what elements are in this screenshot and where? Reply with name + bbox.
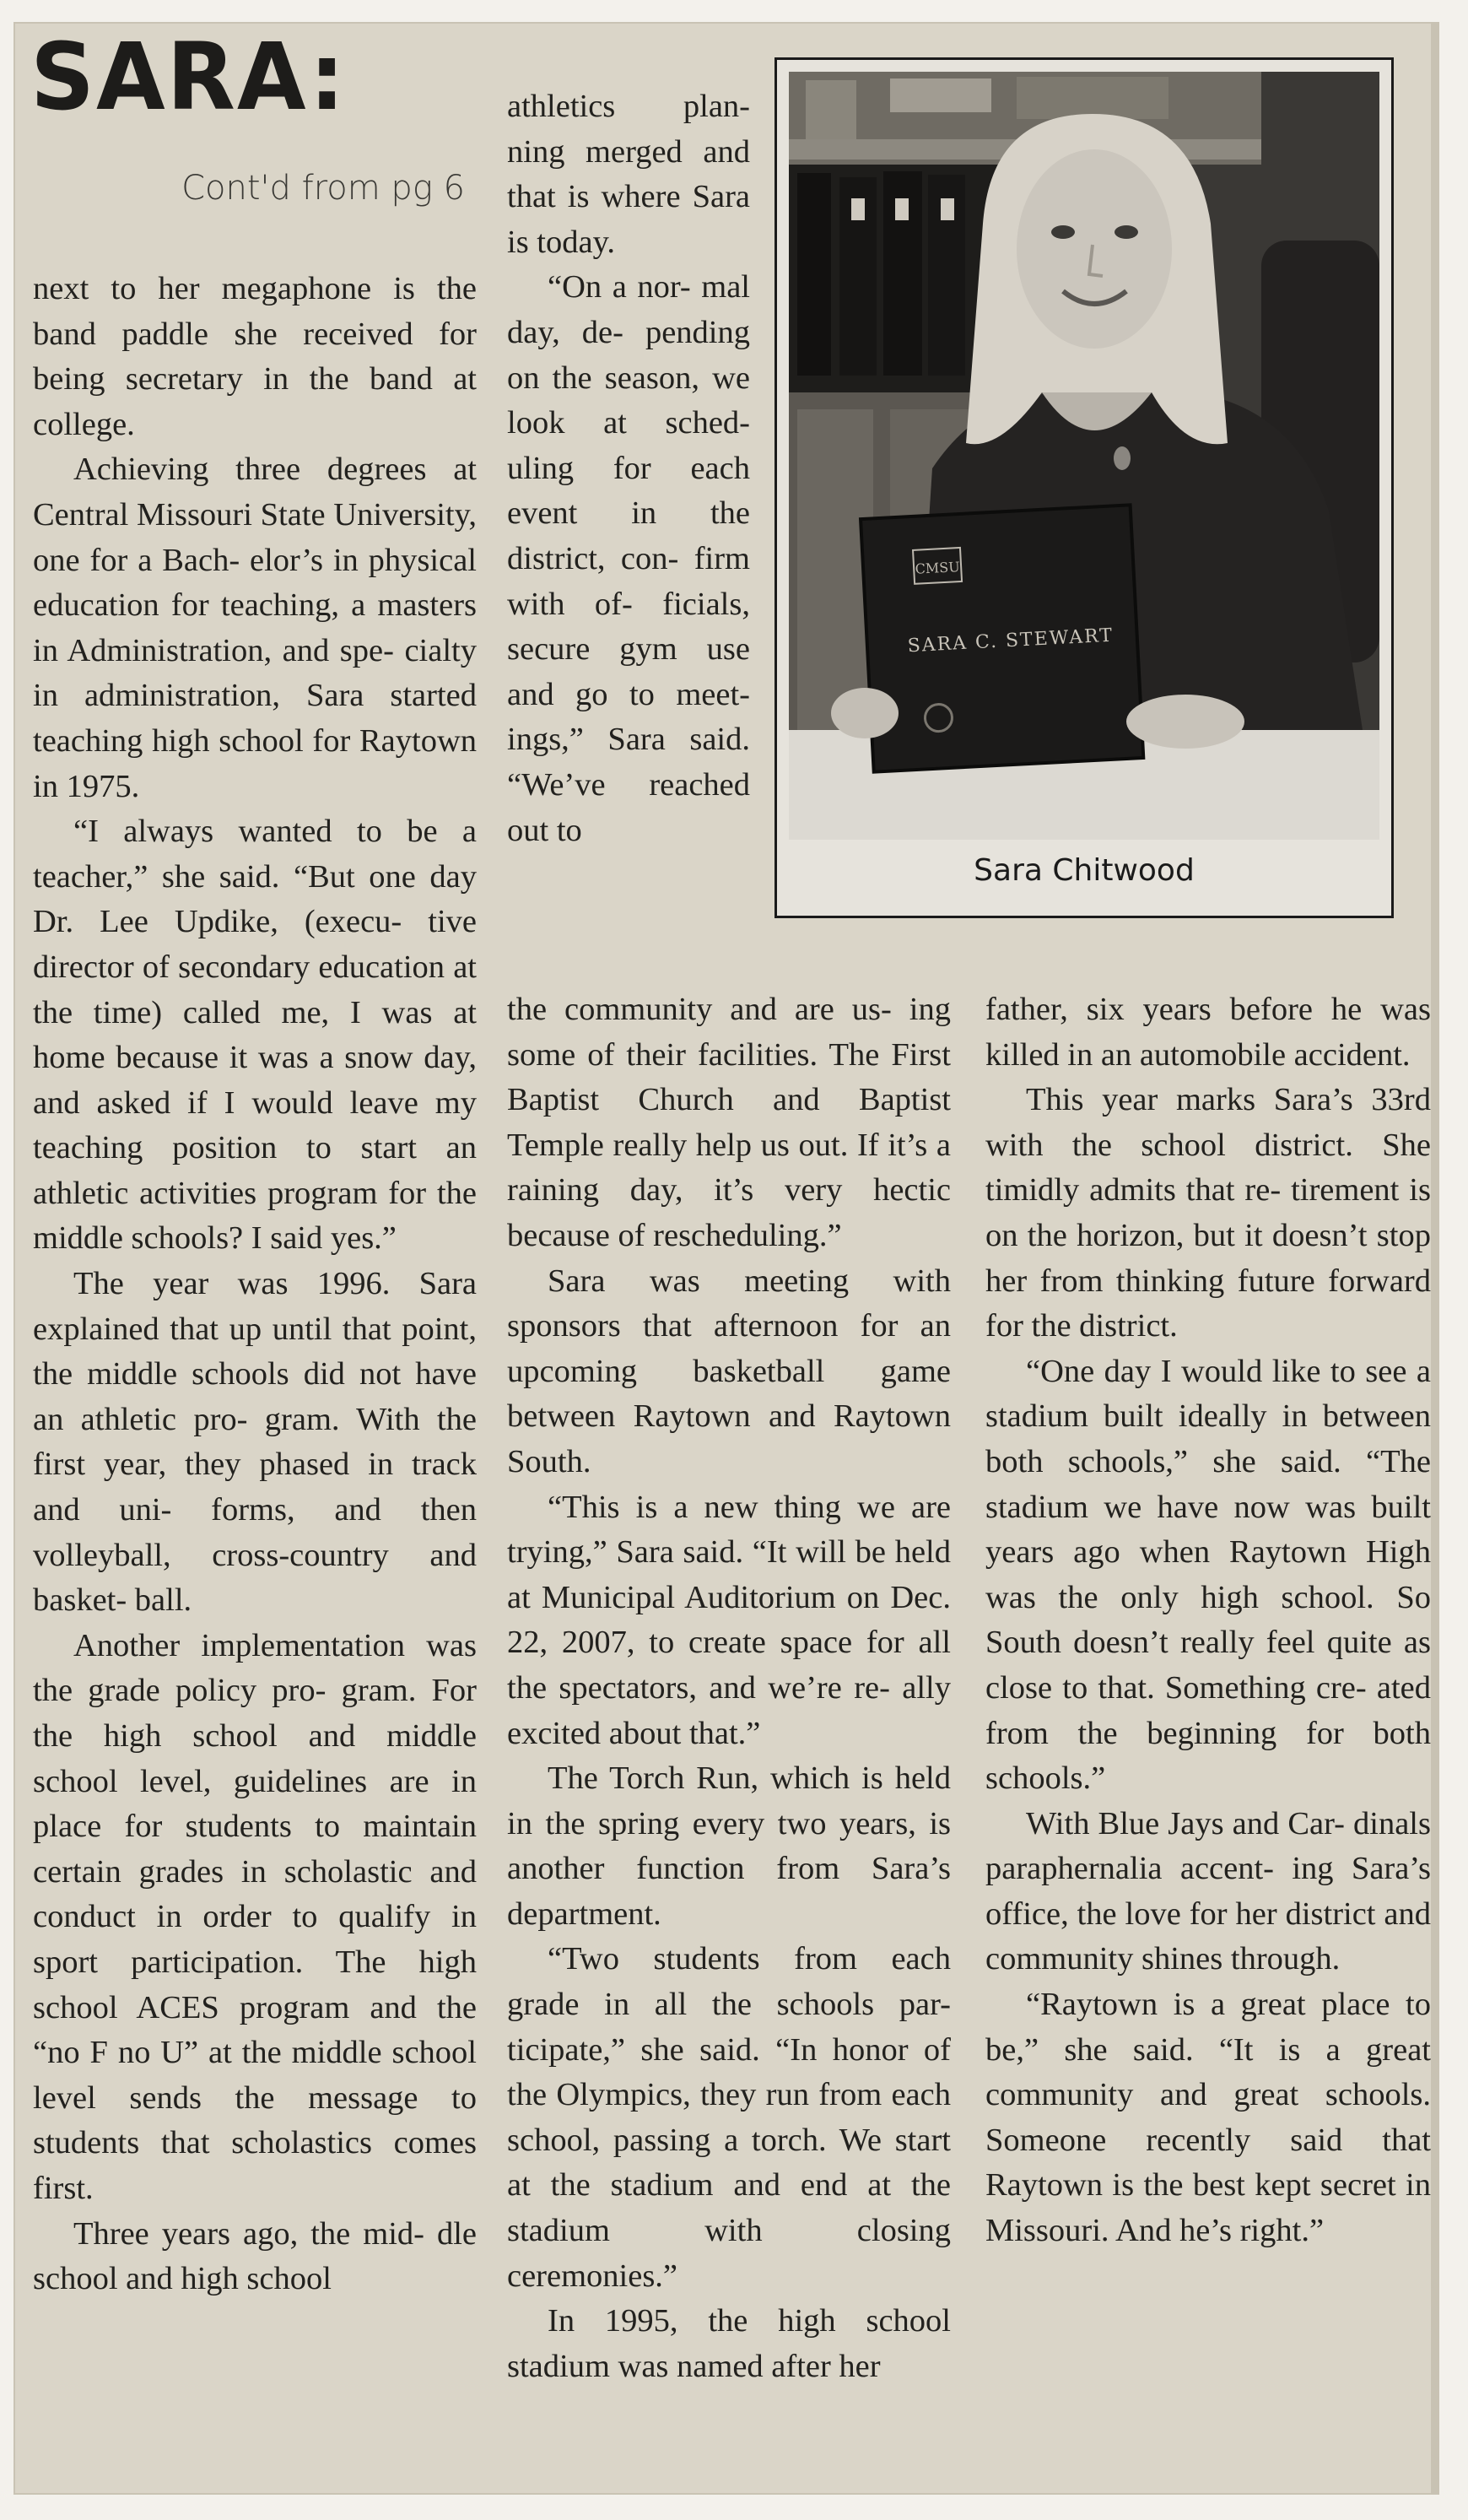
paragraph: With Blue Jays and Car- dinals paraphernalia accent- ing Sara’s office, the love for her district and community shines through. — [985, 1805, 1431, 1977]
book-cover-text: SARA C. STEWART — [907, 625, 1114, 657]
paragraph: the community and are us- ing some of their facilities. The First Baptist Church and Baptist Temple really help us out. If it’s a raining day, it’s very hectic because of rescheduling.” — [507, 992, 951, 1253]
paragraph: Sara was meeting with sponsors that afternoon for an upcoming basketball game between Raytown and Raytown South. — [507, 1263, 951, 1479]
paragraph: “Two students from each grade in all the schools par- ticipate,” she said. “In honor of the Olympics, they run from each school, passing a torch. We start at the stadium and end at the stadium with closing ceremonies.” — [507, 1941, 951, 2294]
portrait-photo — [789, 72, 1379, 840]
paragraph: athletics plan- ning merged and that is where Sara is today. — [507, 89, 750, 260]
paragraph: In 1995, the high school stadium was named after her — [507, 2303, 951, 2384]
scrapbook-edge — [1431, 22, 1439, 2495]
photo-caption: Sara Chitwood — [974, 853, 1195, 888]
paragraph: This year marks Sara’s 33rd with the school district. She timidly admits that re- tirement is on the horizon, but it doesn’t stop her from thinking future forward for the district. — [985, 1082, 1431, 1344]
paragraph: “On a nor- mal day, de- pending on the season, we look at sched- uling for each event in the district, con- firm with of- ficials, secure gym use and go to meet- ings,” Sara said. “We’ve reached out to — [507, 269, 750, 848]
article-headline: SARA: — [30, 23, 347, 131]
paragraph: “One day I would like to see a stadium built ideally in between both schools,” she said. “The stadium we have now was built years ago when Raytown High was the only high school. So South doesn’t really feel quite as close to that. Something cre- ated from the beginning for both schools.” — [985, 1353, 1431, 1797]
article-column-2-top — [507, 84, 750, 853]
paragraph: “This is a new thing we are trying,” Sara said. “It will be held at Municipal Auditorium on Dec. 22, 2007, to create space for all the spectators, and we’re re- ally excited about that.” — [507, 1489, 951, 1751]
paragraph: next to her megaphone is the band paddle she received for being secretary in the band at college. — [33, 271, 477, 442]
paragraph: Three years ago, the mid- dle school and high school — [33, 2215, 477, 2297]
paragraph: Another implementation was the grade policy pro- gram. For the high school and middle school level, guidelines are in place for students to maintain certain grades in scholastic and conduct in order to qualify in sport participation. The high school ACES program and the “no F no U” at the middle school level sends the message to students that scholastics comes first. — [33, 1627, 477, 2206]
continued-from-note: Cont'd from pg 6 — [181, 169, 465, 208]
article-column-1 — [33, 267, 477, 2302]
photo-frame — [774, 57, 1394, 918]
paragraph: Achieving three degrees at Central Missouri State University, one for a Bach- elor’s in physical education for teaching, a masters in Administration, and spe- cialty in administration, Sara started teaching high school for Raytown in 1975. — [33, 452, 477, 804]
paragraph: father, six years before he was killed in an automobile accident. — [985, 992, 1431, 1073]
paragraph: “I always wanted to be a teacher,” she said. “But one day Dr. Lee Updike, (execu- tive director of secondary education at the time) called me, I was at home because it was a snow day, and asked if I would leave my teaching position to start an athletic activities program for the middle schools? I said yes.” — [33, 814, 477, 1257]
article-column-3 — [985, 987, 1431, 2254]
paragraph: The Torch Run, which is held in the spring every two years, is another function from Sara’s department. — [507, 1760, 951, 1932]
paragraph: The year was 1996. Sara explained that up until that point, the middle schools did not have an athletic pro- gram. With the first year, they phased in track and uni- forms, and then volleyball, cross-country and basket- ball. — [33, 1266, 477, 1619]
book-emblem-text: CMSU — [915, 559, 961, 577]
newspaper-clipping — [13, 22, 1439, 2495]
article-column-2-bottom — [507, 987, 951, 2389]
paragraph: “Raytown is a great place to be,” she said. “It is a great community and great schools. Someone recently said that Raytown is the best kept secret in Missouri. And he’s right.” — [985, 1987, 1431, 2249]
